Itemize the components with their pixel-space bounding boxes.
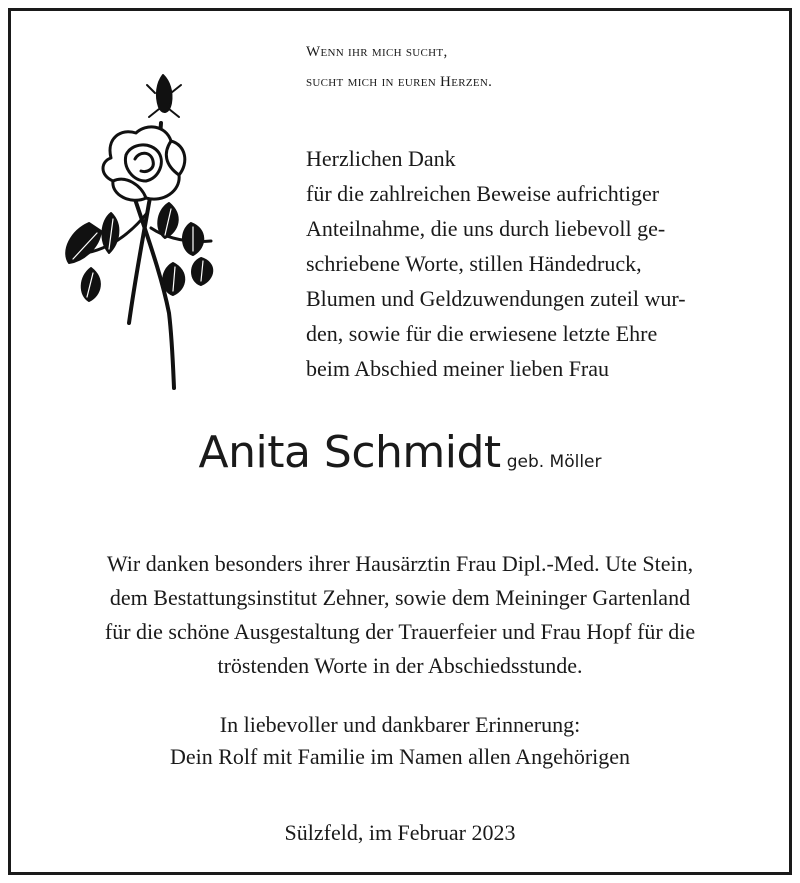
- acknowledgement-line: für die schöne Ausgestaltung der Trauerfeier und Frau Hopf für die: [104, 619, 696, 644]
- thanks-paragraph: [306, 141, 766, 386]
- acknowledgement-line: Wir danken besonders ihrer Hausärztin Frau Dipl.-Med. Ute Stein,: [106, 551, 694, 576]
- closing: [11, 709, 789, 773]
- thanks-line: den, sowie für die erwiesene letzte Ehre: [306, 321, 658, 346]
- thanks-line: beim Abschied meiner lieben Frau: [306, 356, 610, 381]
- closing-line-1: In liebevoller und dankbarer Erinnerung:: [219, 712, 581, 737]
- acknowledgement-line: dem Bestattungsinstitut Zehner, sowie dem Meininger Gartenland: [109, 585, 691, 610]
- birth-name: geb. Möller: [506, 452, 602, 472]
- quote: [306, 37, 766, 97]
- quote-line-1: Wenn ihr mich sucht,: [306, 44, 448, 60]
- acknowledgement-paragraph: [11, 547, 789, 683]
- place-date: Sülzfeld, im Februar 2023: [284, 820, 516, 845]
- closing-line-2: Dein Rolf mit Familie im Namen allen Angehörigen: [169, 744, 631, 769]
- quote-line-2: sucht mich in euren Herzen.: [306, 74, 493, 90]
- obituary-card: [8, 8, 792, 875]
- thanks-line: Anteilnahme, die uns durch liebevoll ge-: [306, 216, 666, 241]
- thanks-line: Herzlichen Dank: [306, 146, 456, 171]
- acknowledgement-line: tröstenden Worte in der Abschiedsstunde.: [217, 653, 583, 678]
- rose-icon: [51, 63, 221, 393]
- deceased-name: Anita Schmidt: [198, 427, 501, 478]
- thanks-line: für die zahlreichen Beweise aufrichtiger: [306, 181, 660, 206]
- deceased-name-block: [11, 427, 789, 478]
- thanks-line: schriebene Worte, stillen Händedruck,: [306, 251, 642, 276]
- thanks-line: Blumen und Geldzuwendungen zuteil wur-: [306, 286, 686, 311]
